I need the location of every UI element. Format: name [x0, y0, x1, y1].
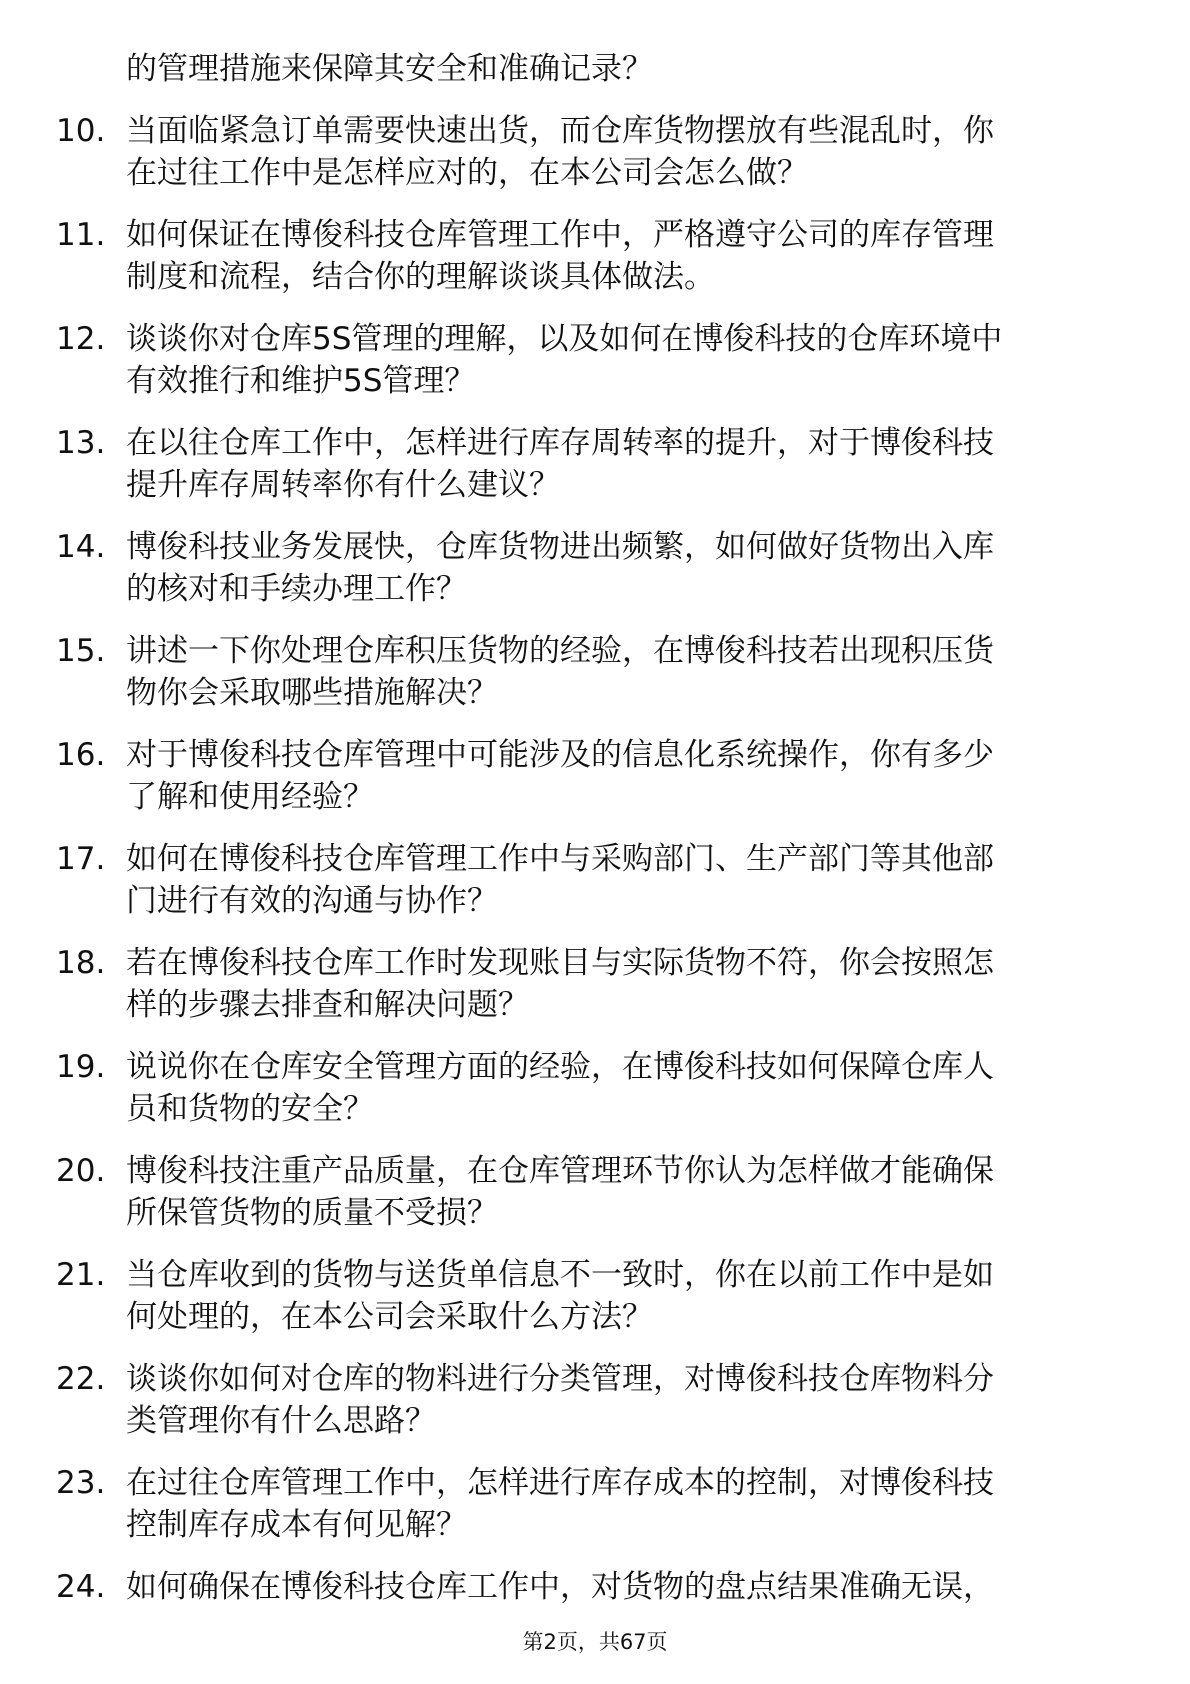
question-number: 13. — [56, 425, 106, 461]
question-text-line: 提升库存周转率你有什么建议？ — [126, 467, 560, 503]
question-item — [0, 734, 1190, 838]
question-text-line: 所保管货物的质量不受损？ — [126, 1195, 498, 1231]
question-number: 21. — [56, 1257, 106, 1293]
question-text-line: 的核对和手续办理工作？ — [126, 571, 467, 607]
continued-question-text: 的管理措施来保障其安全和准确记录？ — [126, 51, 653, 87]
question-text-line: 如何在博俊科技仓库管理工作中与采购部门、生产部门等其他部 — [126, 841, 994, 877]
question-number: 11. — [56, 217, 106, 253]
question-text-line: 物你会采取哪些措施解决？ — [126, 675, 498, 711]
question-text-line: 若在博俊科技仓库工作时发现账目与实际货物不符，你会按照怎 — [126, 945, 994, 981]
question-text-line: 了解和使用经验？ — [126, 779, 374, 815]
question-number: 17. — [56, 841, 106, 877]
question-text-line: 有效推行和维护5S管理？ — [126, 363, 476, 399]
question-item — [0, 838, 1190, 942]
question-text-line: 在以往仓库工作中，怎样进行库存周转率的提升，对于博俊科技 — [126, 425, 994, 461]
question-item — [0, 318, 1190, 422]
question-list — [0, 110, 1190, 1670]
question-item — [0, 1254, 1190, 1358]
question-number: 23. — [56, 1465, 106, 1501]
question-number: 24. — [56, 1569, 106, 1605]
question-text-line: 如何确保在博俊科技仓库工作中，对货物的盘点结果准确无误， — [126, 1569, 994, 1605]
question-text-line: 说说你在仓库安全管理方面的经验，在博俊科技如何保障仓库人 — [126, 1049, 994, 1085]
question-item — [0, 942, 1190, 1046]
question-text-line: 员和货物的安全？ — [126, 1091, 374, 1127]
question-text-line: 博俊科技业务发展快，仓库货物进出频繁，如何做好货物出入库 — [126, 529, 994, 565]
question-text-line: 当面临紧急订单需要快速出货，而仓库货物摆放有些混乱时，你 — [126, 113, 994, 149]
page-number-footer: 第2页，共67页 — [522, 1630, 668, 1654]
question-text-line: 谈谈你对仓库5S管理的理解，以及如何在博俊科技的仓库环境中 — [126, 321, 1003, 357]
question-text-line: 门进行有效的沟通与协作？ — [126, 883, 498, 919]
question-number: 14. — [56, 529, 106, 565]
question-number: 10. — [56, 113, 106, 149]
question-number: 19. — [56, 1049, 106, 1085]
question-item — [0, 422, 1190, 526]
question-item — [0, 110, 1190, 214]
question-number: 18. — [56, 945, 106, 981]
question-text-line: 制度和流程，结合你的理解谈谈具体做法。 — [126, 259, 715, 295]
question-item — [0, 630, 1190, 734]
question-number: 12. — [56, 321, 106, 357]
question-item — [0, 1358, 1190, 1462]
question-number: 16. — [56, 737, 106, 773]
question-text-line: 如何保证在博俊科技仓库管理工作中，严格遵守公司的库存管理 — [126, 217, 994, 253]
question-text-line: 当仓库收到的货物与送货单信息不一致时，你在以前工作中是如 — [126, 1257, 994, 1293]
question-item — [0, 214, 1190, 318]
question-text-line: 博俊科技注重产品质量，在仓库管理环节你认为怎样做才能确保 — [126, 1153, 994, 1189]
question-text-line: 对于博俊科技仓库管理中可能涉及的信息化系统操作，你有多少 — [126, 737, 994, 773]
question-text-line: 谈谈你如何对仓库的物料进行分类管理，对博俊科技仓库物料分 — [126, 1361, 994, 1397]
question-text-line: 类管理你有什么思路？ — [126, 1403, 436, 1439]
question-item — [0, 1046, 1190, 1150]
question-text-line: 何处理的，在本公司会采取什么方法？ — [126, 1299, 653, 1335]
question-text-line: 讲述一下你处理仓库积压货物的经验，在博俊科技若出现积压货 — [126, 633, 994, 669]
question-item — [0, 526, 1190, 630]
question-item — [0, 1462, 1190, 1566]
question-text-line: 控制库存成本有何见解？ — [126, 1507, 467, 1543]
question-text-line: 在过往仓库管理工作中，怎样进行库存成本的控制，对博俊科技 — [126, 1465, 994, 1501]
question-text-line: 在过往工作中是怎样应对的，在本公司会怎么做？ — [126, 155, 808, 191]
question-number: 22. — [56, 1361, 106, 1397]
question-number: 15. — [56, 633, 106, 669]
question-text-line: 样的步骤去排查和解决问题？ — [126, 987, 529, 1023]
question-number: 20. — [56, 1153, 106, 1189]
question-item — [0, 1150, 1190, 1254]
